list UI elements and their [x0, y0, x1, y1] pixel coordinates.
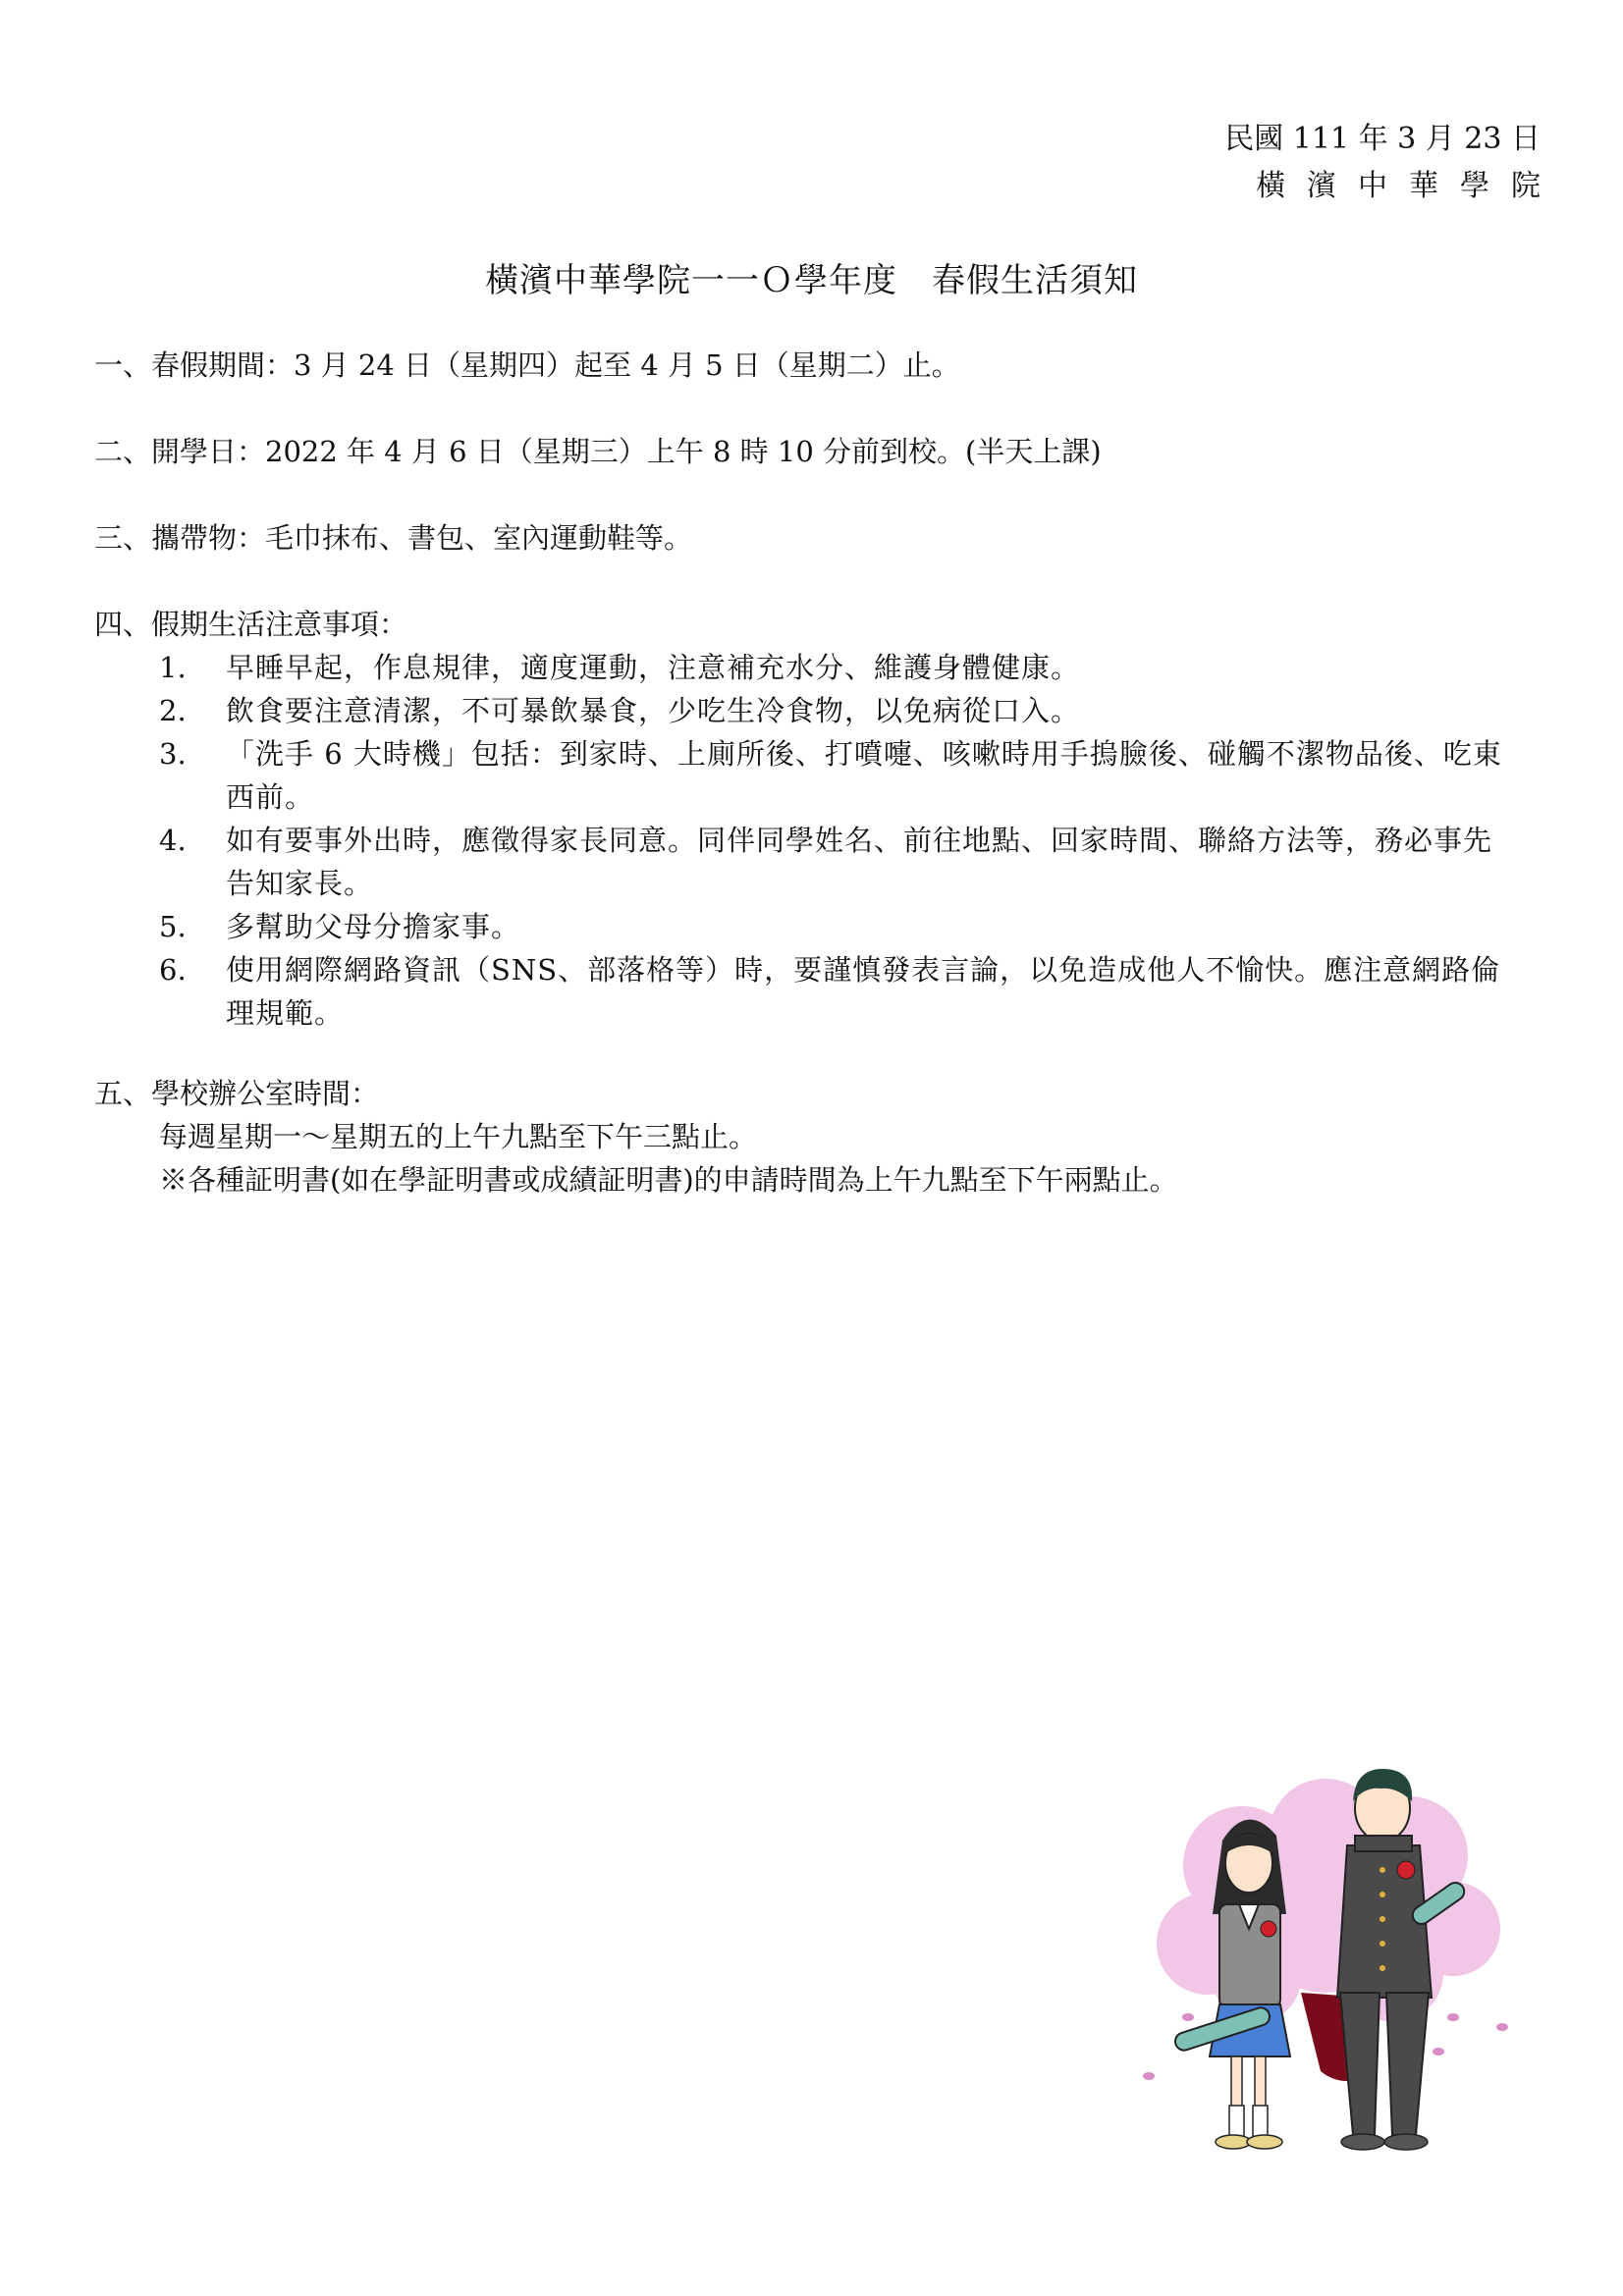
section-items-to-bring: 三、攜帶物：毛巾抹布、書包、室內運動鞋等。 — [94, 521, 693, 555]
list-item — [94, 689, 1502, 732]
graduation-students-illustration — [1129, 1747, 1542, 2160]
list-item-text: 使用網際網路資訊（SNS、部落格等）時，要謹慎發表言論，以免造成他人不愉快。應注意網路倫理規範。 — [226, 953, 1501, 1030]
section-holiday-notes-heading: 四、假期生活注意事項： — [94, 608, 408, 641]
holiday-notes-list — [94, 646, 1502, 1035]
office-hours-text: 每週星期一～星期五的上午九點至下午三點止。 — [159, 1120, 758, 1153]
list-item-number: 2. — [159, 694, 187, 727]
list-item-text: 如有要事外出時，應徵得家長同意。同伴同學姓名、前往地點、回家時間、聯絡方法等，務必事先告知家長。 — [226, 824, 1493, 900]
list-item-text: 飲食要注意清潔，不可暴飲暴食，少吃生冷食物，以免病從口入。 — [226, 694, 1081, 727]
list-item — [94, 646, 1502, 689]
list-item-number: 1. — [159, 651, 187, 684]
section-school-start: 二、開學日：2022 年 4 月 6 日（星期三）上午 8 時 10 分前到校。(半天上課) — [94, 435, 1102, 468]
notice-title: 橫濱中華學院一一Ｏ學年度 春假生活須知 — [485, 261, 1138, 300]
list-item-number: 4. — [159, 824, 187, 857]
certificate-hours-note: ※各種証明書(如在學証明書或成績証明書)的申請時間為上午九點至下午兩點止。 — [159, 1163, 1178, 1197]
header-block — [1224, 116, 1562, 210]
section-office-hours-heading: 五、學校辦公室時間： — [94, 1077, 380, 1110]
notice-date: 民國 111 年 3 月 23 日 — [1224, 122, 1541, 156]
list-item — [94, 948, 1502, 1035]
list-item-text: 「洗手 6 大時機」包括：到家時、上廁所後、打噴嚏、咳嗽時用手摀臉後、碰觸不潔物品後、吃東西前。 — [226, 737, 1502, 814]
list-item-number: 5. — [159, 910, 187, 943]
list-item-text: 早睡早起，作息規律，適度運動，注意補充水分、維護身體健康。 — [226, 651, 1081, 684]
list-item-text: 多幫助父母分擔家事。 — [226, 910, 521, 943]
list-item — [94, 819, 1502, 905]
school-name: 橫濱中華學院 — [1256, 169, 1562, 203]
list-item — [94, 905, 1502, 948]
office-hours-block — [159, 1115, 1178, 1201]
list-item-number: 3. — [159, 737, 187, 771]
list-item-number: 6. — [159, 953, 187, 987]
section-spring-break-period: 一、春假期間：3 月 24 日（星期四）起至 4 月 5 日（星期二）止。 — [94, 348, 960, 382]
list-item — [94, 732, 1502, 819]
